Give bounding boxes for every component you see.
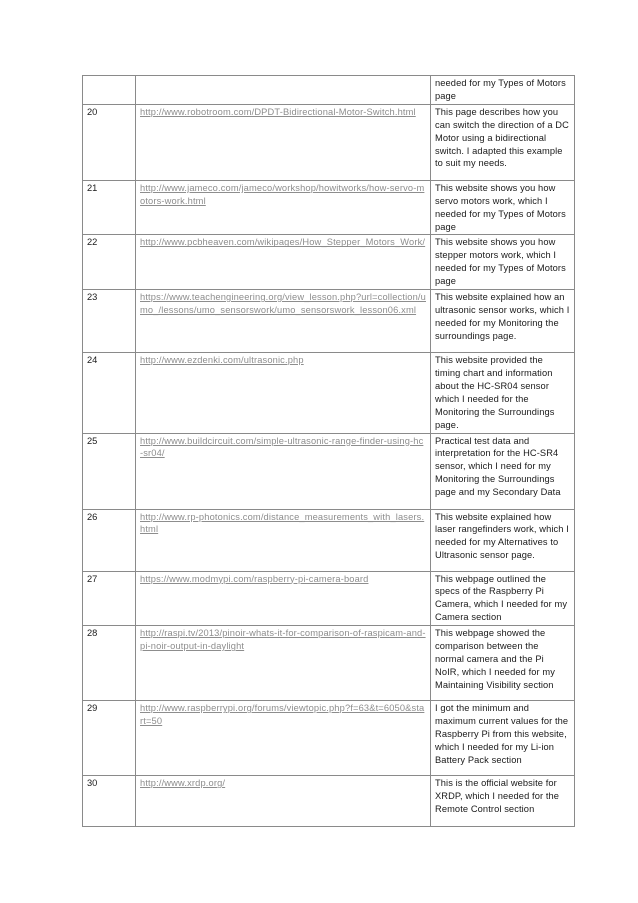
- reference-number: 24: [83, 353, 136, 433]
- reference-link[interactable]: http://www.ezdenki.com/ultrasonic.php: [136, 353, 431, 433]
- table-row: [83, 104, 575, 180]
- reference-number: 21: [83, 180, 136, 235]
- reference-number: 28: [83, 626, 136, 701]
- reference-description: This website explained how an ultrasonic sensor works, which I needed for my Monitoring the surroundings page.: [431, 290, 575, 353]
- reference-link[interactable]: http://www.robotroom.com/DPDT-Bidirectional-Motor-Switch.html: [136, 104, 431, 180]
- reference-description: Practical test data and interpretation for the HC-SR4 sensor, which I need for my Monitoring the Surroundings page and my Secondary Data: [431, 433, 575, 509]
- reference-number: 30: [83, 776, 136, 827]
- reference-number: [83, 76, 136, 105]
- table-row: [83, 76, 575, 105]
- reference-description: This website shows you how servo motors work, which I needed for my Types of Motors page: [431, 180, 575, 235]
- table-row: [83, 290, 575, 353]
- reference-link[interactable]: http://www.jameco.com/jameco/workshop/howitworks/how-servo-motors-work.html: [136, 180, 431, 235]
- reference-link[interactable]: [136, 76, 431, 105]
- reference-link[interactable]: http://www.raspberrypi.org/forums/viewtopic.php?f=63&t=6050&start=50: [136, 701, 431, 776]
- reference-description: This website shows you how stepper motors work, which I needed for my Types of Motors page: [431, 235, 575, 290]
- table-row: [83, 235, 575, 290]
- reference-description: This page describes how you can switch the direction of a DC Motor using a bidirectional switch. I adapted this example to suit my needs.: [431, 104, 575, 180]
- reference-description: This is the official website for XRDP, which I needed for the Remote Control section: [431, 776, 575, 827]
- reference-description: This website explained how laser rangefinders work, which I needed for my Alternatives to Ultrasonic sensor page.: [431, 509, 575, 571]
- reference-number: 20: [83, 104, 136, 180]
- reference-description: This webpage showed the comparison between the normal camera and the Pi NoIR, which I needed for my Maintaining Visibility section: [431, 626, 575, 701]
- reference-number: 29: [83, 701, 136, 776]
- reference-link[interactable]: http://www.rp-photonics.com/distance_measurements_with_lasers.html: [136, 509, 431, 571]
- table-row: [83, 626, 575, 701]
- reference-link[interactable]: http://www.pcbheaven.com/wikipages/How_Stepper_Motors_Work/: [136, 235, 431, 290]
- reference-number: 27: [83, 571, 136, 626]
- reference-link[interactable]: http://www.xrdp.org/: [136, 776, 431, 827]
- references-table: [82, 75, 575, 827]
- reference-link[interactable]: https://www.modmypi.com/raspberry-pi-camera-board: [136, 571, 431, 626]
- reference-number: 25: [83, 433, 136, 509]
- reference-number: 23: [83, 290, 136, 353]
- reference-description: I got the minimum and maximum current values for the Raspberry Pi from this website, which I needed for my Li-ion Battery Pack section: [431, 701, 575, 776]
- table-row: [83, 353, 575, 433]
- reference-description: This webpage outlined the specs of the Raspberry Pi Camera, which I needed for my Camera section: [431, 571, 575, 626]
- table-row: [83, 776, 575, 827]
- reference-description: needed for my Types of Motors page: [431, 76, 575, 105]
- table-row: [83, 571, 575, 626]
- reference-number: 22: [83, 235, 136, 290]
- references-table-body: [83, 76, 575, 827]
- reference-link[interactable]: http://raspi.tv/2013/pinoir-whats-it-for-comparison-of-raspicam-and-pi-noir-output-in-daylight: [136, 626, 431, 701]
- reference-link[interactable]: http://www.buildcircuit.com/simple-ultrasonic-range-finder-using-hc-sr04/: [136, 433, 431, 509]
- table-row: [83, 180, 575, 235]
- reference-link[interactable]: https://www.teachengineering.org/view_lesson.php?url=collection/umo_/lessons/umo_sensorswork/umo_sensorswork_lesson06.xml: [136, 290, 431, 353]
- table-row: [83, 701, 575, 776]
- table-row: [83, 509, 575, 571]
- reference-description: This website provided the timing chart and information about the HC-SR04 sensor which I needed for the Monitoring the Surroundings page.: [431, 353, 575, 433]
- table-row: [83, 433, 575, 509]
- reference-number: 26: [83, 509, 136, 571]
